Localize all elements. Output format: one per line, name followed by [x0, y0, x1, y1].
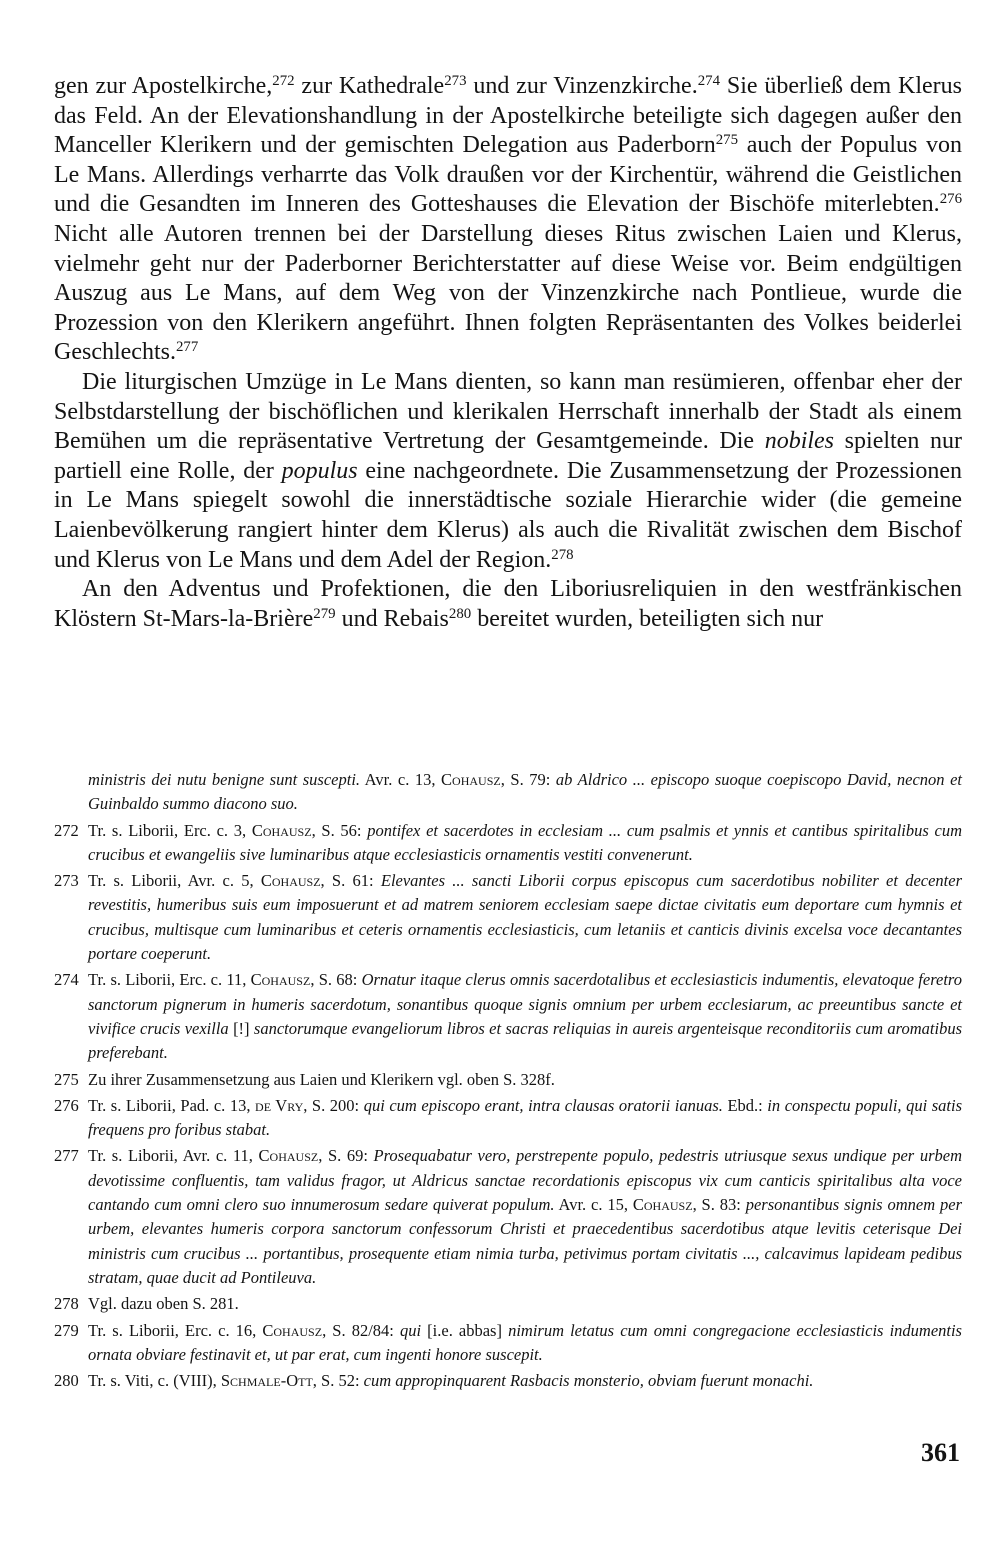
footnote-ref-279[interactable]: 279 [313, 605, 336, 622]
footnote-ref-274[interactable]: 274 [697, 72, 721, 89]
latin-quote: Prosequabatur vero, perstrepente populo, pedestris utriusque sexus undique per urbem devotissime confluentis, tam validus fragor, ut Aldricus sanctae recordationis episcopus vix cum canticis spiritalibus alta voce cantando cum omni clero suo innumerosum sedare quiverat populum. [88, 1146, 962, 1215]
footnote-ref-278[interactable]: 278 [551, 546, 574, 563]
footnote-277 [54, 1144, 962, 1290]
footnote-274 [54, 968, 962, 1065]
latin-quote: qui [399, 1320, 422, 1340]
text-run: Tr. s. Liborii, Erc. c. 11, [88, 970, 251, 990]
footnote-number: 275 [54, 1069, 79, 1089]
text-run: , S. 61: [320, 871, 381, 891]
footnote-number: 273 [54, 871, 79, 891]
latin-quote: cum appropinquarent Rasbacis monsterio, obviam fuerunt monachi. [363, 1371, 814, 1391]
latin-quote: qui cum episcopo erant, intra clausas oratorii ianuas. [363, 1095, 723, 1115]
author-name: Cohausz [258, 1146, 319, 1166]
text-run: Nicht alle Autoren trennen bei der Darstellung dieses Ritus zwischen Laien und Klerus, vielmehr geht nur der Paderborner Berichterstatter auf diese Weise vor. Beim endgültigen Auszug aus Le Mans, auf dem Weg von der Vinzenzkirche nach Pontlieue, wurde die Prozession von den Klerikern angeführt. Ihnen folgten Repräsentanten des Volkes beiderlei Geschlechts. [54, 220, 962, 366]
text-run: Avr. c. 15, [554, 1195, 633, 1215]
paragraph-2 [54, 368, 962, 575]
text-run: Tr. s. Viti, c. (VIII), [88, 1371, 221, 1391]
text-run: Tr. s. Liborii, Pad. c. 13, [88, 1095, 256, 1115]
text-run: Sie überließ dem Klerus das Feld. An der Elevationshandlung in der Apostelkirche beteiligte sich dagegen außer den Manceller Klerikern und der gemischten Delegation aus Paderborn [54, 73, 962, 159]
footnote-number: 277 [54, 1146, 79, 1166]
italic-term: populus [281, 457, 358, 484]
footnote-number: 274 [54, 970, 79, 990]
author-name: Cohausz [632, 1195, 693, 1215]
footnote-continuation [54, 768, 962, 817]
italic-term: nobiles [764, 428, 835, 455]
text-run: , S. 56: [311, 820, 368, 840]
latin-quote: Ornatur itaque clerus omnis sacerdotalibus et ecclesiasticis indumentis, elevatoque feretro sanctorum pignerum in humeris sacerdotum, sonantibus quoque signis omnium per urbem ecclesiarum, ac preeuntibus sancte et vivifice crucis vexilla [88, 970, 962, 1038]
text-run: Zu ihrer Zusammensetzung aus Laien und Klerikern vgl. oben S. 328f. [88, 1069, 555, 1089]
text-run: Vgl. dazu oben S. 281. [88, 1294, 239, 1314]
latin-quote: in conspectu populi, qui satis frequens pro foribus stabat. [88, 1095, 962, 1140]
text-run: bereitet wurden, beteiligten sich nur [471, 605, 824, 632]
author-name: de Vry [255, 1095, 304, 1115]
latin-quote: personantibus signis omnem per urbem, elevantes humeris corpora sanctorum confessorum Christi et praecedentibus sacerdotibus atque levitis ceterisque Dei ministris cum crucibus ... portantibus, prosequente etiam nimia turba, petivimus portam civitatis ..., calcavimus lapideam pedibus stratam, quae ducit ad Pontileuva. [88, 1195, 962, 1287]
latin-quote: pontifex et sacerdotes in ecclesiam ... cum psalmis et ynnis et cantibus spiritalibus cum crucibus et ewangeliis sive luminaribus atque ecclesiasticis ornamentis vestiti convenerunt. [88, 820, 962, 864]
author-name: Schmale-Ott [220, 1371, 313, 1391]
author-name: Cohausz [260, 871, 321, 891]
text-run: Tr. s. Liborii, Avr. c. 5, [88, 871, 261, 891]
text-run: Tr. s. Liborii, Erc. c. 16, [88, 1320, 263, 1340]
text-run: Tr. s. Liborii, Erc. c. 3, [88, 820, 252, 840]
text-run: gen zur Apostelkirche, [54, 73, 273, 99]
footnote-273 [54, 869, 962, 966]
author-name: Cohausz [441, 770, 501, 789]
footnote-ref-273[interactable]: 273 [444, 72, 467, 89]
latin-quote: nimirum letatus cum omni congregacione ecclesiasticis indumentis ornata obviare festinavit et, ut par erat, cum ingenti honore suscepit. [88, 1320, 962, 1364]
text-run: , S. 68: [310, 970, 362, 990]
footnote-ref-276[interactable]: 276 [939, 191, 962, 208]
latin-quote: sanctorumque evangeliorum libros et sacras reliquias in aureis argenteisque reconditoriis cum aromatibus preferebant. [88, 1018, 962, 1063]
page-number: 361 [921, 1438, 960, 1467]
text-run: und Rebais [335, 605, 449, 632]
footnote-279 [54, 1319, 962, 1368]
text-run: Ebd.: [722, 1095, 768, 1115]
text-run: zur Kathedrale [294, 73, 445, 99]
text-run: spielten nur partiell eine Rolle, der [54, 428, 962, 484]
footnote-number: 272 [54, 820, 79, 840]
footnote-number: 276 [54, 1095, 79, 1115]
text-run: [i.e. abbas] [421, 1320, 509, 1340]
text-run: Avr. c. 13, [360, 770, 442, 789]
latin-quote: ministris dei nutu benigne sunt suscepti. [88, 770, 361, 789]
text-run: auch der Populus von Le Mans. Allerdings verharrte das Volk draußen vor der Kirchentür, während die Geistlichen und die Gesandten im Inneren des Gotteshauses die Elevation der Bischöfe miterlebten. [54, 132, 962, 218]
footnote-276 [54, 1094, 962, 1143]
footnote-272 [54, 819, 962, 868]
text-run: An den Adventus und Profektionen, die den Liboriusreliquien in den westfränkischen Klöstern St-Mars-la-Brière [54, 576, 962, 632]
paragraph-1 [54, 72, 962, 368]
footnote-number: 278 [54, 1294, 79, 1314]
text-run: und zur Vinzenzkirche. [466, 73, 698, 99]
footnote-number: 280 [54, 1371, 79, 1391]
text-run: eine nachgeordnete. Die Zusammensetzung der Prozessionen in Le Mans spiegelt sowohl die innerstädtische soziale Hierarchie wider (die gemeine Laienbevölkerung rangiert hinter dem Klerus) als auch die Rivalität zwischen dem Bischof und Klerus von Le Mans und dem Adel der Region. [54, 457, 962, 573]
footnote-ref-275[interactable]: 275 [715, 132, 739, 149]
footnote-number: 279 [54, 1320, 79, 1340]
footnote-280 [54, 1369, 962, 1393]
footnotes-section [54, 768, 962, 1395]
author-name: Cohausz [251, 820, 312, 840]
text-run: , S. 200: [303, 1095, 364, 1115]
latin-quote: Elevantes ... sancti Liborii corpus episcopus cum sacerdotibus nobiliter et decenter revestitis, humeribus suis eum imposuerunt et ad matrem seniorem ecclesiam saepe dictae civitatis eum deportare cum hymnis et crucibus, multisque cum luminaribus et ceteris ornamentis ecclesiasticis, cum letaniis et canticis divinis excelsa voce decantantes portare coeperunt. [88, 871, 963, 964]
footnote-ref-272[interactable]: 272 [272, 72, 295, 89]
footnote-275 [54, 1068, 962, 1092]
author-name: Cohausz [250, 970, 311, 990]
footnote-278 [54, 1292, 962, 1316]
text-run: , S. 83: [692, 1195, 746, 1215]
text-run: Tr. s. Liborii, Avr. c. 11, [88, 1146, 259, 1166]
text-run: , S. 79: [500, 770, 556, 789]
text-run: , S. 69: [318, 1146, 374, 1166]
paragraph-3 [54, 575, 962, 634]
text-run: , S. 82/84: [322, 1320, 400, 1340]
footnote-ref-280[interactable]: 280 [448, 605, 472, 622]
author-name: Cohausz [262, 1320, 323, 1340]
text-run: Die liturgischen Umzüge in Le Mans dienten, so kann man resümieren, offenbar eher der Selbstdarstellung der bischöflichen und klerikalen Herrschaft innerhalb der Stadt als einem Bemühen um die repräsentative Vertretung der Gesamtgemeinde. Die [54, 368, 962, 455]
footnote-ref-277[interactable]: 277 [175, 339, 199, 356]
main-text [54, 72, 962, 634]
latin-quote: ab Aldrico ... episcopo suoque coepiscopo David, necnon et Guinbaldo summo diacono suo. [88, 770, 962, 814]
text-run: , S. 52: [312, 1371, 364, 1391]
text-run: [!] [228, 1018, 254, 1038]
